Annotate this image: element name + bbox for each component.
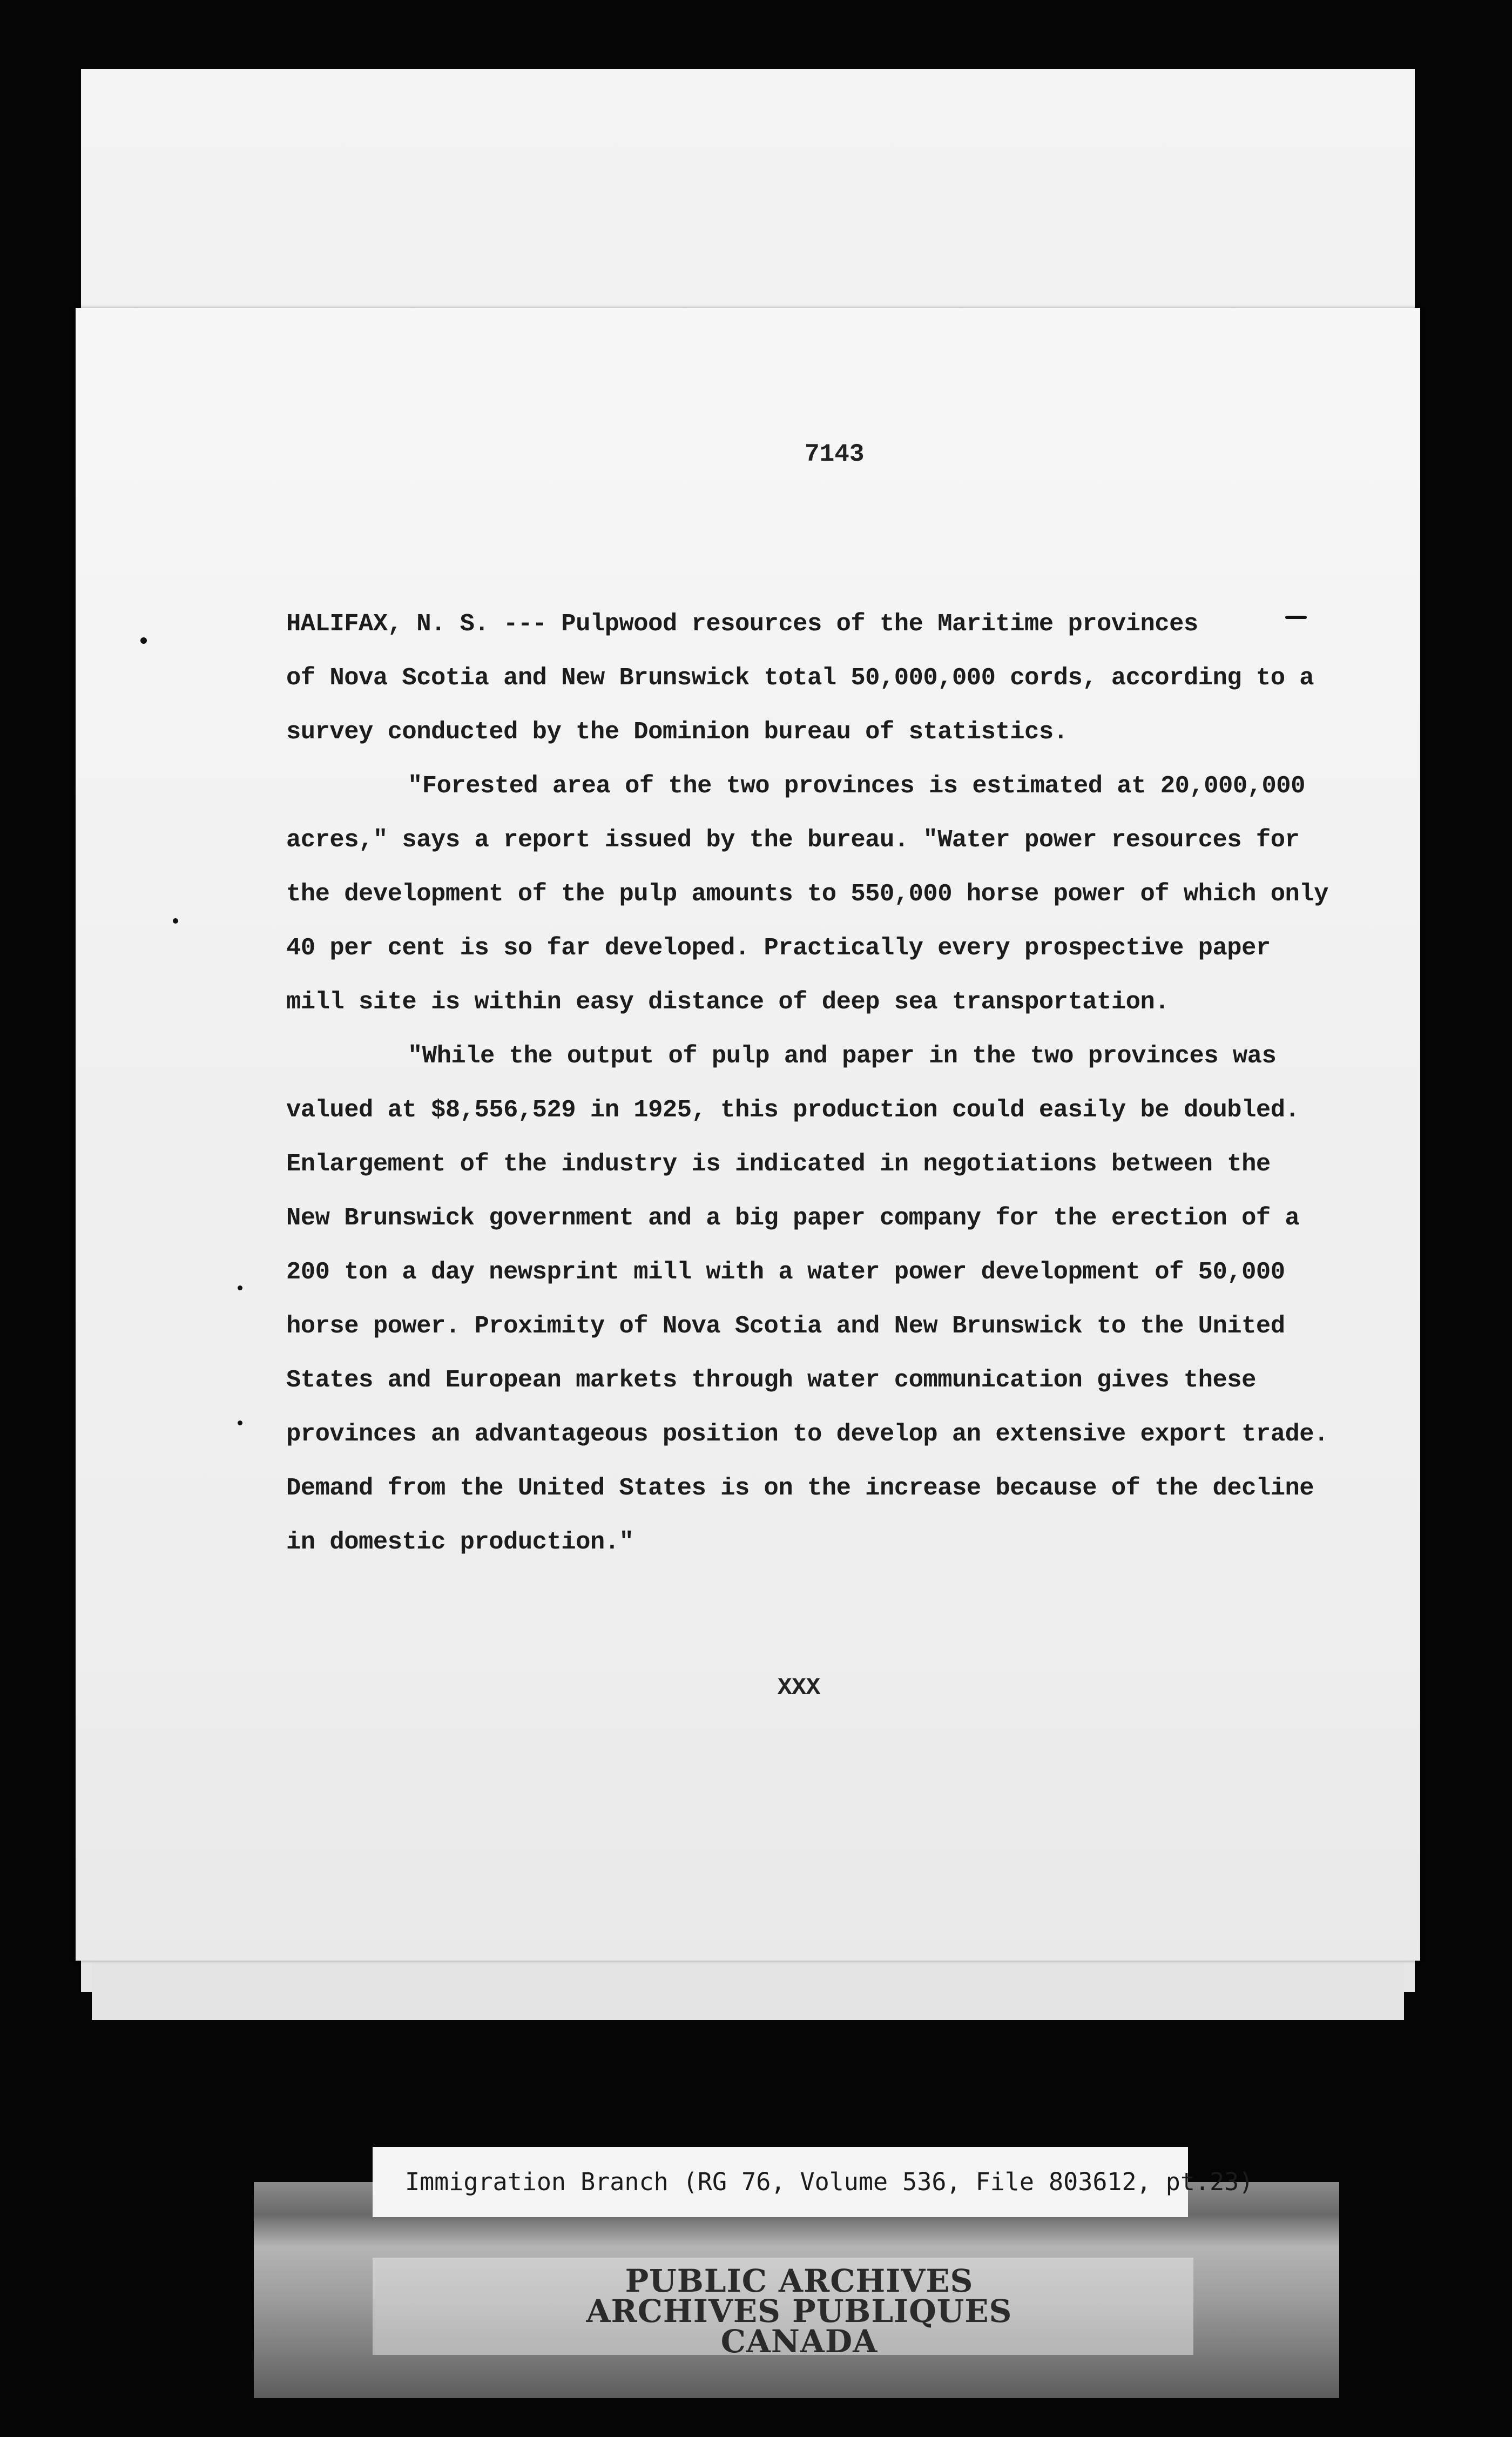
end-mark: XXX (778, 1674, 821, 1701)
text-line: the development of the pulp amounts to 550,000 horse power of which only (286, 880, 1328, 908)
document-body (286, 597, 1328, 1569)
text-line: provinces an advantageous position to develop an extensive export trade. (286, 1420, 1328, 1448)
text-line: valued at $8,556,529 in 1925, this production could easily be doubled. (286, 1096, 1300, 1124)
text-line: survey conducted by the Dominion bureau of statistics. (286, 718, 1068, 746)
text-line: 40 per cent is so far developed. Practically every prospective paper (286, 934, 1271, 962)
text-line: Enlargement of the industry is indicated in negotiations between the (286, 1150, 1271, 1178)
page-number: 7143 (805, 440, 865, 468)
text-line: in domestic production." (286, 1528, 634, 1556)
text-line: States and European markets through water communication gives these (286, 1366, 1256, 1394)
text-line: New Brunswick government and a big paper company for the erection of a (286, 1204, 1300, 1232)
stamp-line: ARCHIVES PUBLIQUES (586, 2293, 1013, 2330)
text-line: acres," says a report issued by the bureau. "Water power resources for (286, 826, 1300, 854)
text-line: HALIFAX, N. S. --- Pulpwood resources of the Maritime provinces (286, 610, 1198, 638)
text-line: 200 ton a day newsprint mill with a water power development of 50,000 (286, 1258, 1285, 1286)
text-line: "Forested area of the two provinces is estimated at 20,000,000 (408, 772, 1305, 800)
speck (1285, 616, 1307, 619)
text-line: of Nova Scotia and New Brunswick total 50,000,000 cords, according to a (286, 664, 1314, 692)
archive-label (373, 2147, 1254, 2217)
stamp-line: CANADA (720, 2323, 878, 2360)
text-line: mill site is within easy distance of deep sea transportation. (286, 988, 1170, 1016)
text-line: Demand from the United States is on the increase because of the decline (286, 1474, 1314, 1502)
text-line: "While the output of pulp and paper in the two provinces was (408, 1042, 1277, 1070)
speck (238, 1285, 242, 1290)
speck (173, 918, 178, 924)
speck (140, 637, 147, 644)
speck (238, 1421, 242, 1425)
stamp-line: PUBLIC ARCHIVES (625, 2263, 974, 2299)
archive-label-text: Immigration Branch (RG 76, Volume 536, File 803612, pt.23) (405, 2167, 1254, 2196)
archive-stamp (583, 2263, 1015, 2360)
text-line: horse power. Proximity of Nova Scotia and New Brunswick to the United (286, 1312, 1285, 1340)
